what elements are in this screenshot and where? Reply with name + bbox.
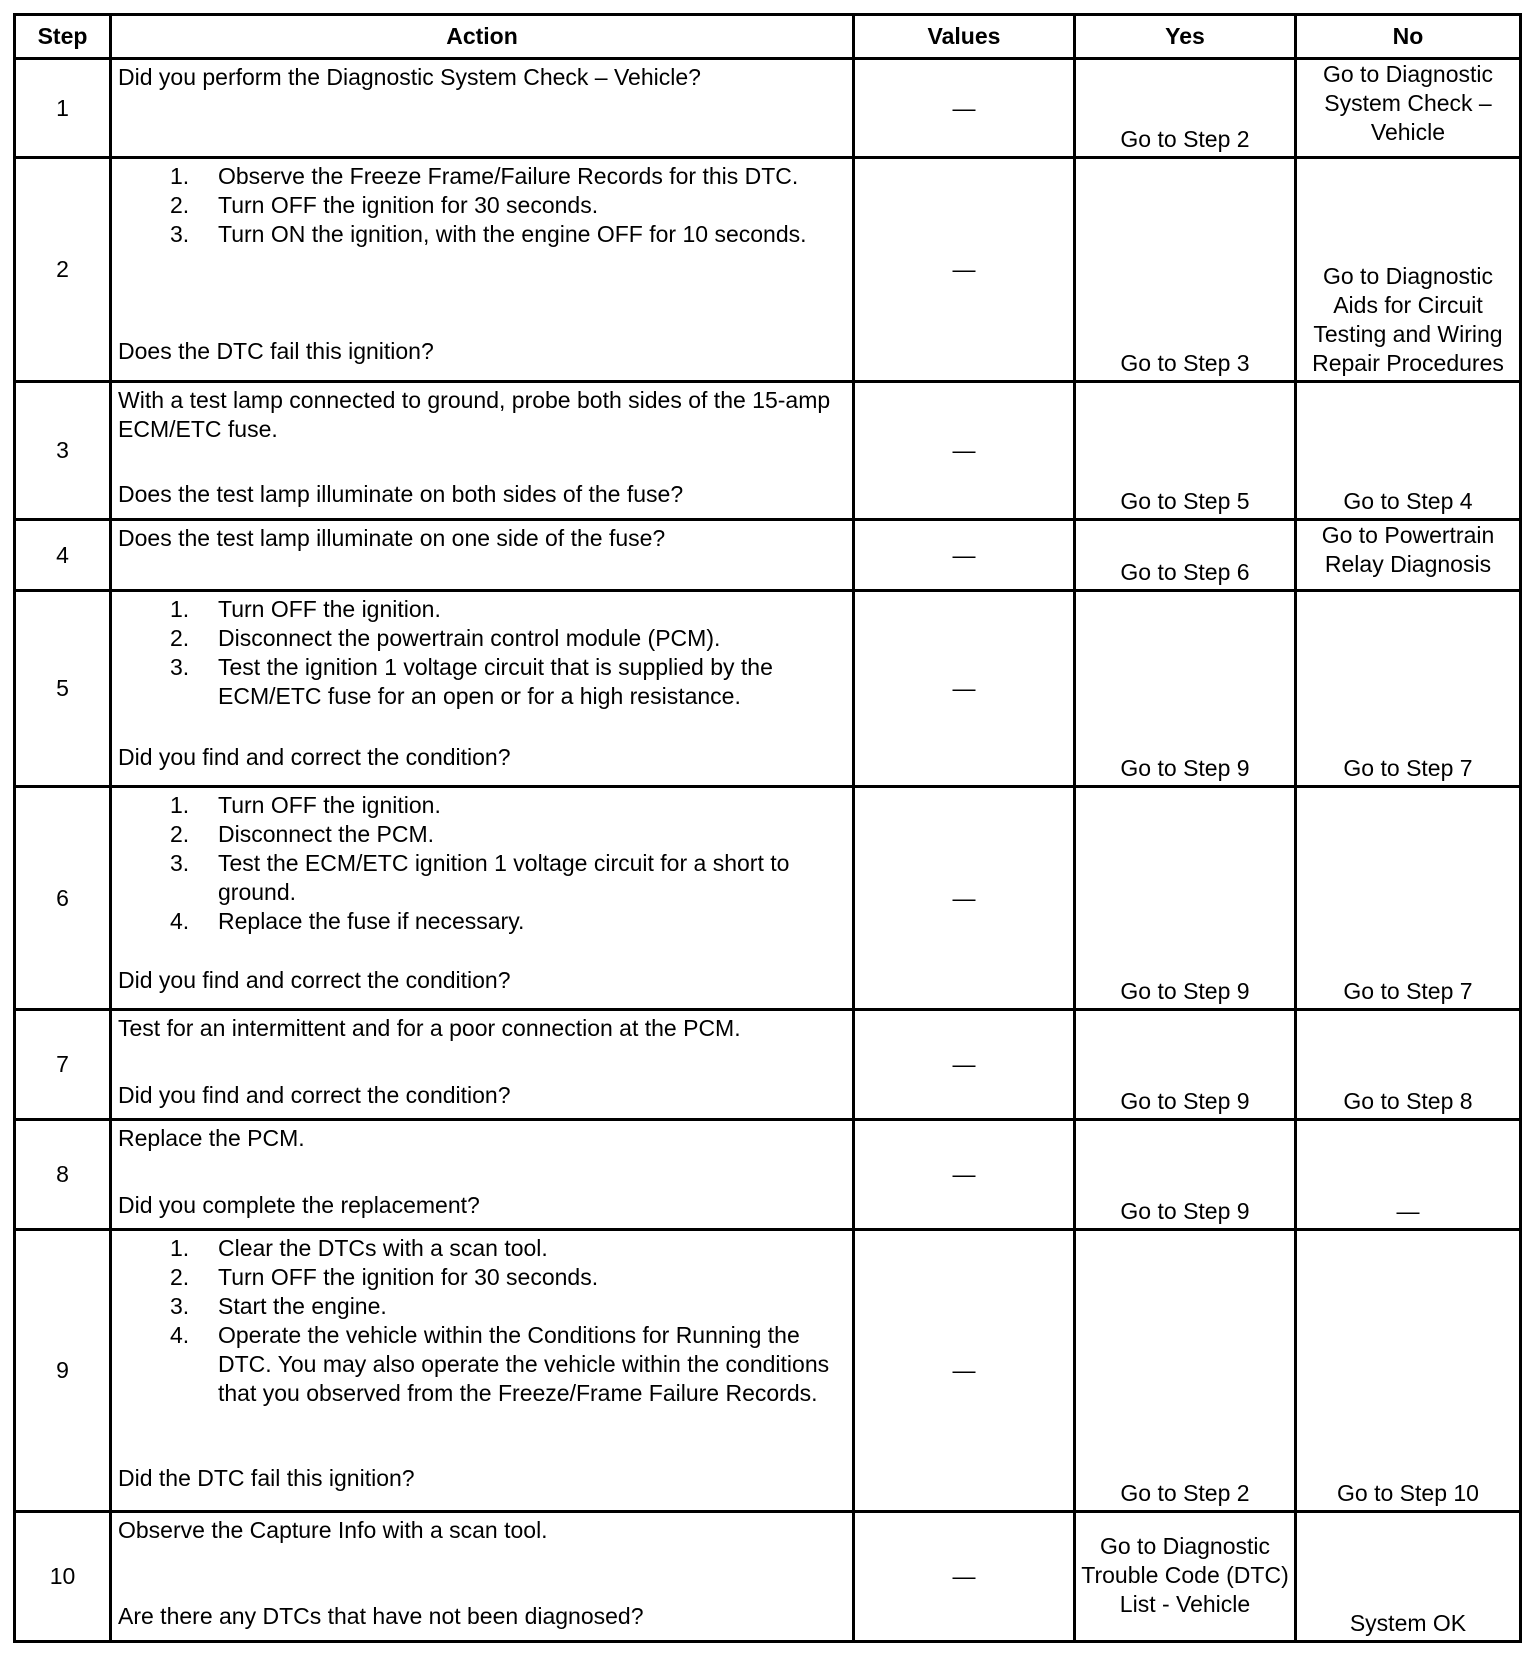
action-cell	[111, 786, 854, 1010]
step-item-text: Observe the Freeze Frame/Failure Records for this DTC.	[218, 163, 799, 190]
action-text: Test for an intermittent and for a poor connection at the PCM.	[118, 1015, 741, 1042]
step-item-number: 1.	[170, 791, 190, 818]
no-action: Go to Diagnostic Aids for Circuit Testing and Wiring Repair Procedures	[1296, 158, 1521, 382]
step-number: 3	[15, 382, 111, 520]
step-number: 9	[15, 1230, 111, 1512]
step-item-number: 1.	[170, 1235, 190, 1262]
header-row	[15, 15, 1521, 59]
table-row	[15, 59, 1521, 158]
action-question: Does the DTC fail this ignition?	[118, 338, 434, 365]
action-question: Are there any DTCs that have not been diagnosed?	[118, 1603, 644, 1630]
header-values: Values	[854, 15, 1075, 59]
action-steps-list	[118, 1234, 846, 1408]
step-item-number: 2.	[170, 820, 190, 847]
action-text: With a test lamp connected to ground, probe both sides of the 15-amp ECM/ETC fuse.	[118, 387, 831, 443]
action-question: Did you find and correct the condition?	[118, 966, 511, 993]
step-item-text: Turn OFF the ignition for 30 seconds.	[218, 192, 599, 219]
step-number: 6	[15, 786, 111, 1010]
step-item-number: 2.	[170, 1264, 190, 1291]
action-step-item	[118, 849, 846, 907]
action-step-item	[118, 907, 846, 936]
step-item-text: Start the engine.	[218, 1293, 387, 1320]
yes-action: Go to Step 9	[1075, 1120, 1296, 1230]
yes-action: Go to Step 3	[1075, 158, 1296, 382]
action-step-item	[118, 1321, 846, 1408]
action-step-item	[118, 1263, 846, 1292]
header-step: Step	[15, 15, 111, 59]
action-question: Does the test lamp illuminate on both sides of the fuse?	[118, 481, 684, 508]
step-item-text: Turn ON the ignition, with the engine OFF for 10 seconds.	[218, 221, 807, 248]
action-step-item	[118, 1292, 846, 1321]
values-cell: —	[854, 1010, 1075, 1120]
values-cell: —	[854, 786, 1075, 1010]
action-step-item	[118, 162, 846, 191]
values-cell: —	[854, 158, 1075, 382]
table-row	[15, 1120, 1521, 1230]
step-item-text: Turn OFF the ignition for 30 seconds.	[218, 1264, 599, 1291]
action-question: Did the DTC fail this ignition?	[118, 1465, 415, 1492]
step-number: 5	[15, 591, 111, 786]
diagnostic-table	[13, 13, 1522, 1643]
table-row	[15, 1230, 1521, 1512]
values-cell: —	[854, 1120, 1075, 1230]
step-item-text: Disconnect the PCM.	[218, 820, 435, 847]
step-item-text: Turn OFF the ignition.	[218, 596, 441, 623]
step-number: 1	[15, 59, 111, 158]
step-number: 10	[15, 1512, 111, 1642]
action-question: Did you find and correct the condition?	[118, 744, 511, 771]
step-item-number: 3.	[170, 849, 190, 876]
yes-action: Go to Step 9	[1075, 786, 1296, 1010]
action-step-item	[118, 1234, 846, 1263]
table-row	[15, 1010, 1521, 1120]
no-action: System OK	[1296, 1512, 1521, 1642]
step-item-number: 3.	[170, 1293, 190, 1320]
no-action: Go to Step 8	[1296, 1010, 1521, 1120]
no-action: —	[1296, 1120, 1521, 1230]
header-yes: Yes	[1075, 15, 1296, 59]
values-cell: —	[854, 1230, 1075, 1512]
table-row	[15, 520, 1521, 591]
table-row	[15, 1512, 1521, 1642]
table-row	[15, 158, 1521, 382]
values-cell: —	[854, 1512, 1075, 1642]
action-steps-list	[118, 162, 846, 249]
step-number: 8	[15, 1120, 111, 1230]
step-item-text: Turn OFF the ignition.	[218, 791, 441, 818]
step-item-number: 3.	[170, 221, 190, 248]
action-step-item	[118, 791, 846, 820]
step-number: 7	[15, 1010, 111, 1120]
action-steps-list	[118, 791, 846, 936]
yes-action: Go to Step 2	[1075, 59, 1296, 158]
values-cell: —	[854, 382, 1075, 520]
action-question: Did you find and correct the condition?	[118, 1082, 511, 1109]
step-item-number: 4.	[170, 1322, 190, 1349]
yes-action: Go to Diagnostic Trouble Code (DTC) List - Vehicle	[1075, 1512, 1296, 1642]
no-action: Go to Powertrain Relay Diagnosis	[1296, 520, 1521, 591]
no-action: Go to Step 7	[1296, 591, 1521, 786]
action-question: Did you complete the replacement?	[118, 1192, 480, 1219]
step-item-text: Test the ECM/ETC ignition 1 voltage circuit for a short to ground.	[218, 849, 790, 905]
action-step-item	[118, 624, 846, 653]
action-cell	[111, 1010, 854, 1120]
table-row	[15, 382, 1521, 520]
table-row	[15, 786, 1521, 1010]
action-cell	[111, 158, 854, 382]
step-item-text: Disconnect the powertrain control module (PCM).	[218, 625, 721, 652]
action-text: Replace the PCM.	[118, 1125, 305, 1152]
action-cell	[111, 520, 854, 591]
step-item-number: 4.	[170, 907, 190, 934]
yes-action: Go to Step 9	[1075, 591, 1296, 786]
no-action: Go to Step 4	[1296, 382, 1521, 520]
values-cell: —	[854, 591, 1075, 786]
yes-action: Go to Step 5	[1075, 382, 1296, 520]
step-item-text: Test the ignition 1 voltage circuit that is supplied by the ECM/ETC fuse for an open or for a high resistance.	[218, 654, 773, 710]
no-action: Go to Diagnostic System Check – Vehicle	[1296, 59, 1521, 158]
step-item-number: 2.	[170, 625, 190, 652]
action-steps-list	[118, 595, 846, 711]
action-cell	[111, 591, 854, 786]
yes-action: Go to Step 9	[1075, 1010, 1296, 1120]
action-step-item	[118, 820, 846, 849]
header-no: No	[1296, 15, 1521, 59]
step-number: 2	[15, 158, 111, 382]
step-number: 4	[15, 520, 111, 591]
step-item-number: 2.	[170, 192, 190, 219]
header-action: Action	[111, 15, 854, 59]
step-item-text: Operate the vehicle within the Conditions for Running the DTC. You may also operate the vehicle within the conditions that you observed from the Freeze/Frame Failure Records.	[218, 1322, 830, 1407]
table-row	[15, 591, 1521, 786]
action-cell	[111, 1230, 854, 1512]
action-step-item	[118, 220, 846, 249]
action-cell	[111, 1120, 854, 1230]
values-cell: —	[854, 520, 1075, 591]
action-step-item	[118, 595, 846, 624]
step-item-text: Replace the fuse if necessary.	[218, 907, 525, 934]
step-item-text: Clear the DTCs with a scan tool.	[218, 1235, 548, 1262]
action-cell	[111, 1512, 854, 1642]
step-item-number: 3.	[170, 654, 190, 681]
values-cell: —	[854, 59, 1075, 158]
action-cell	[111, 59, 854, 158]
action-cell	[111, 382, 854, 520]
no-action: Go to Step 7	[1296, 786, 1521, 1010]
no-action: Go to Step 10	[1296, 1230, 1521, 1512]
step-item-number: 1.	[170, 163, 190, 190]
action-text: Does the test lamp illuminate on one side of the fuse?	[118, 525, 666, 552]
yes-action: Go to Step 2	[1075, 1230, 1296, 1512]
action-step-item	[118, 653, 846, 711]
action-text: Did you perform the Diagnostic System Check – Vehicle?	[118, 64, 701, 90]
step-item-number: 1.	[170, 596, 190, 623]
yes-action: Go to Step 6	[1075, 520, 1296, 591]
action-step-item	[118, 191, 846, 220]
action-text: Observe the Capture Info with a scan tool.	[118, 1517, 548, 1544]
